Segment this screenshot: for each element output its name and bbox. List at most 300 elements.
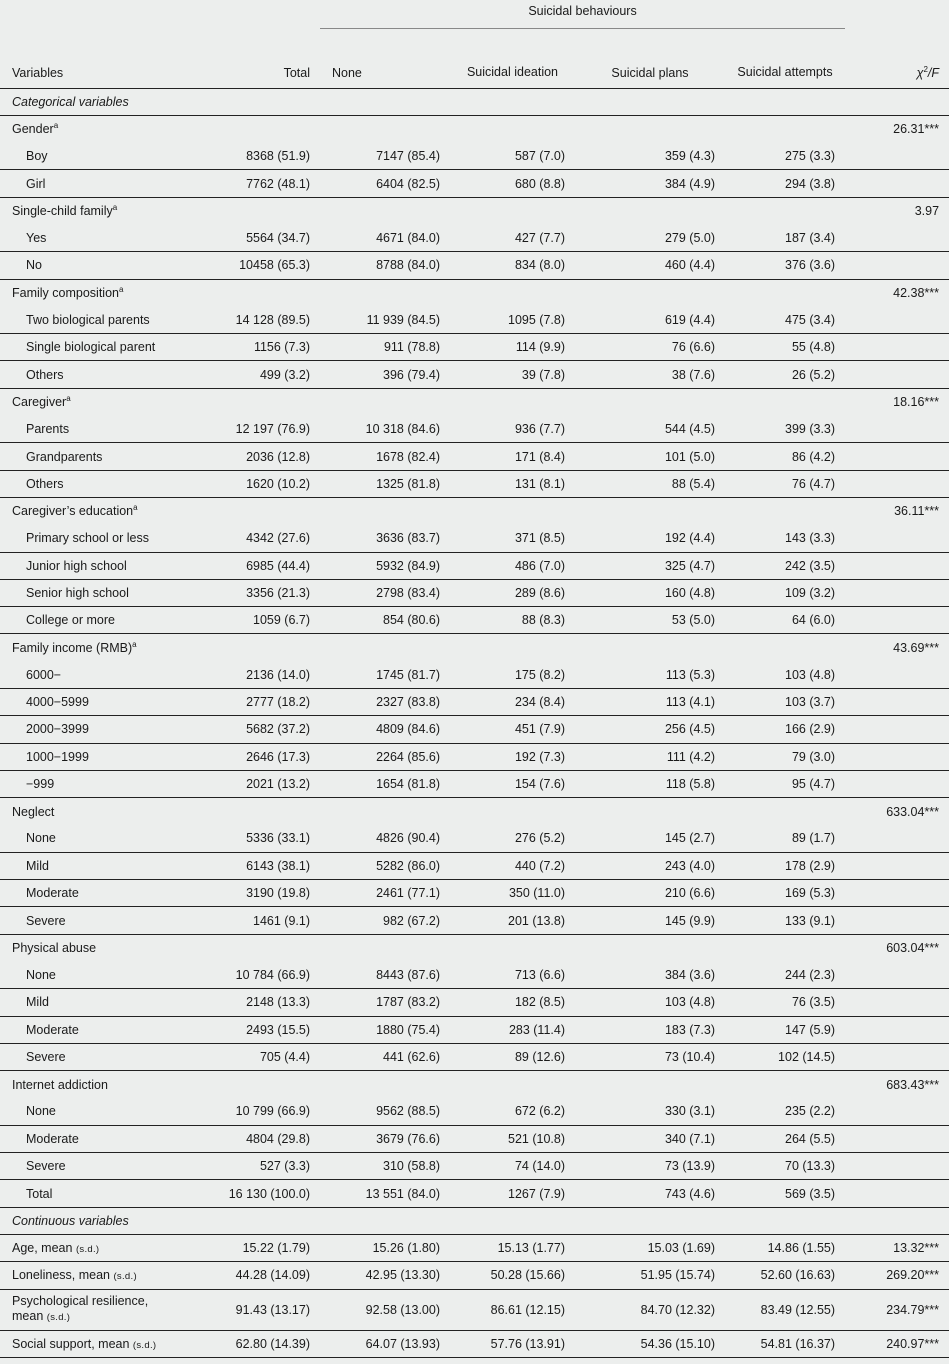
total-cell: 7762 (48.1) xyxy=(190,170,320,197)
attempts-cell: 26 (5.2) xyxy=(725,361,845,388)
attempts-cell: 102 (14.5) xyxy=(725,1043,845,1070)
total-cell: 91.43 (13.17) xyxy=(190,1289,320,1330)
plans-cell: 340 (7.1) xyxy=(575,1125,725,1152)
attempts-cell: 235 (2.2) xyxy=(785,1104,836,1119)
total-cell: 2036 (12.8) xyxy=(190,443,320,470)
ideation-cell: 486 (7.0) xyxy=(450,552,575,579)
row-label: Others xyxy=(0,361,190,388)
table-row xyxy=(0,825,949,852)
ideation-cell: 440 (7.2) xyxy=(450,852,575,879)
table-row xyxy=(0,743,949,770)
row-label: 4000−5999 xyxy=(0,689,190,716)
none-cell: 854 (80.6) xyxy=(320,607,450,634)
total-cell: 62.80 (14.39) xyxy=(190,1330,320,1357)
total-cell: 2021 (13.2) xyxy=(190,770,320,797)
ideation-cell: 713 (6.6) xyxy=(514,967,565,982)
statistic-cell xyxy=(845,1016,949,1043)
none-cell: 8788 (84.0) xyxy=(320,252,450,279)
row-label: None xyxy=(26,967,56,982)
plans-cell: 88 (5.4) xyxy=(575,470,725,497)
total-cell: 4342 (27.6) xyxy=(246,531,310,546)
row-label: Senior high school xyxy=(0,579,190,606)
statistic-cell: 234.79*** xyxy=(845,1289,949,1330)
ideation-cell: 39 (7.8) xyxy=(450,361,575,388)
table-row xyxy=(0,361,949,388)
table-row xyxy=(0,852,949,879)
row-label: Primary school or less xyxy=(26,531,149,546)
attempts-cell: 83.49 (12.55) xyxy=(725,1289,845,1330)
statistic-cell xyxy=(845,962,949,989)
total-cell: 10 799 (66.9) xyxy=(235,1104,310,1119)
row-label: Severe xyxy=(0,1043,190,1070)
none-cell: 64.07 (13.93) xyxy=(320,1330,450,1357)
group-label: Single-child family$^a$ xyxy=(0,197,845,224)
ideation-cell: 131 (8.1) xyxy=(450,470,575,497)
attempts-cell: 70 (13.3) xyxy=(725,1153,845,1180)
total-cell: 15.22 (1.79) xyxy=(190,1234,320,1261)
statistic-cell xyxy=(845,689,949,716)
plans-cell: 113 (4.1) xyxy=(575,689,725,716)
attempts-cell: 244 (2.3) xyxy=(785,967,836,982)
none-cell: 42.95 (13.30) xyxy=(320,1262,450,1289)
none-cell: 911 (78.8) xyxy=(320,334,450,361)
table-row xyxy=(0,1016,949,1043)
statistic-cell xyxy=(845,989,949,1016)
group-label: Internet addiction xyxy=(0,1071,845,1098)
none-cell: 3679 (76.6) xyxy=(320,1125,450,1152)
row-label: Junior high school xyxy=(0,552,190,579)
section-label: Categorical variables xyxy=(0,88,949,115)
ideation-cell: 276 (5.2) xyxy=(514,831,565,846)
plans-cell: 113 (5.3) xyxy=(665,667,715,682)
none-cell: 6404 (82.5) xyxy=(320,170,450,197)
total-cell: 3190 (19.8) xyxy=(190,880,320,907)
ideation-cell: 57.76 (13.91) xyxy=(450,1330,575,1357)
statistic-cell xyxy=(845,607,949,634)
attempts-cell: 103 (4.8) xyxy=(785,667,836,682)
total-cell: 2646 (17.3) xyxy=(190,743,320,770)
row-label: Mild xyxy=(0,989,190,1016)
none-cell: 15.26 (1.80) xyxy=(320,1234,450,1261)
group-label: Caregiver’s education$^a$ xyxy=(0,497,845,524)
none-cell: 1325 (81.8) xyxy=(320,470,450,497)
ideation-cell: 289 (8.6) xyxy=(450,579,575,606)
row-label: Yes xyxy=(26,230,47,245)
ideation-cell: 672 (6.2) xyxy=(514,1104,565,1119)
table-row xyxy=(0,1125,949,1152)
row-label: College or more xyxy=(0,607,190,634)
ideation-cell: 451 (7.9) xyxy=(450,716,575,743)
statistic-cell xyxy=(845,170,949,197)
plans-cell: 54.36 (15.10) xyxy=(575,1330,725,1357)
row-label: Moderate xyxy=(0,1016,190,1043)
group-label: Caregiver$^a$ xyxy=(0,388,845,415)
table-row xyxy=(0,607,949,634)
ideation-cell: 234 (8.4) xyxy=(450,689,575,716)
attempts-cell: 376 (3.6) xyxy=(725,252,845,279)
statistic-cell: 43.69*** xyxy=(845,634,949,661)
ideation-cell: 88 (8.3) xyxy=(450,607,575,634)
header-ideation: Suicidal ideation xyxy=(450,32,575,88)
attempts-cell: 147 (5.9) xyxy=(725,1016,845,1043)
attempts-cell: 166 (2.9) xyxy=(725,716,845,743)
attempts-cell: 169 (5.3) xyxy=(725,880,845,907)
row-label: Psychological resilience, mean (s.d.) xyxy=(0,1289,190,1330)
total-cell: 12 197 (76.9) xyxy=(235,421,310,436)
header-total: Total xyxy=(190,32,320,88)
row-label: −999 xyxy=(0,770,190,797)
ideation-cell: 86.61 (12.15) xyxy=(450,1289,575,1330)
statistic-cell xyxy=(845,661,949,688)
statistic-cell xyxy=(845,907,949,934)
none-cell: 4809 (84.6) xyxy=(320,716,450,743)
plans-cell: 38 (7.6) xyxy=(575,361,725,388)
statistic-cell xyxy=(845,825,949,852)
statistic-cell: 269.20*** xyxy=(845,1262,949,1289)
none-cell: 5932 (84.9) xyxy=(320,552,450,579)
statistic-cell xyxy=(845,1180,949,1207)
none-cell: 1880 (75.4) xyxy=(320,1016,450,1043)
statistic-cell: 13.32*** xyxy=(845,1234,949,1261)
attempts-cell: 55 (4.8) xyxy=(725,334,845,361)
table-row xyxy=(0,1043,949,1070)
group-label: Gender$^a$ xyxy=(0,115,845,142)
total-cell: 1620 (10.2) xyxy=(190,470,320,497)
statistic-cell xyxy=(845,525,949,552)
attempts-cell: 54.81 (16.37) xyxy=(725,1330,845,1357)
statistic-cell xyxy=(845,552,949,579)
table-row xyxy=(0,306,949,333)
statistic-cell xyxy=(845,880,949,907)
table-row xyxy=(0,989,949,1016)
ideation-cell: 283 (11.4) xyxy=(450,1016,575,1043)
plans-cell: 743 (4.6) xyxy=(575,1180,725,1207)
attempts-cell: 133 (9.1) xyxy=(725,907,845,934)
row-label: Single biological parent xyxy=(0,334,190,361)
table-row xyxy=(0,1098,949,1125)
attempts-cell: 89 (1.7) xyxy=(791,831,836,846)
plans-cell: 384 (3.6) xyxy=(664,967,715,982)
table-row xyxy=(0,252,949,279)
column-group-header xyxy=(320,0,845,32)
attempts-cell: 569 (3.5) xyxy=(725,1180,845,1207)
table-row xyxy=(0,689,949,716)
attempts-cell: 76 (4.7) xyxy=(725,470,845,497)
row-label: Loneliness, mean (s.d.) xyxy=(0,1262,190,1289)
none-cell: 3636 (83.7) xyxy=(376,531,440,546)
plans-cell: 73 (13.9) xyxy=(575,1153,725,1180)
none-cell: 8443 (87.6) xyxy=(376,967,440,982)
total-cell: 1059 (6.7) xyxy=(190,607,320,634)
total-cell: 5564 (34.7) xyxy=(246,230,310,245)
table-row xyxy=(0,279,949,306)
plans-cell: 84.70 (12.32) xyxy=(575,1289,725,1330)
header-statistic: $\chi^2/F$ xyxy=(845,32,949,88)
table-row xyxy=(0,716,949,743)
row-label: Others xyxy=(0,470,190,497)
plans-cell: 53 (5.0) xyxy=(575,607,725,634)
ideation-cell: 1267 (7.9) xyxy=(450,1180,575,1207)
table-row xyxy=(0,388,949,415)
none-cell: 10 318 (84.6) xyxy=(365,421,440,436)
statistic-cell xyxy=(845,143,949,170)
ideation-cell: 74 (14.0) xyxy=(450,1153,575,1180)
ideation-cell: 371 (8.5) xyxy=(514,531,565,546)
row-label: Age, mean (s.d.) xyxy=(0,1234,190,1261)
row-label: Boy xyxy=(26,148,48,163)
row-label: Girl xyxy=(0,170,190,197)
none-cell: 1787 (83.2) xyxy=(320,989,450,1016)
total-cell: 2777 (18.2) xyxy=(190,689,320,716)
ideation-cell: 175 (8.2) xyxy=(514,667,565,682)
attempts-cell: 95 (4.7) xyxy=(725,770,845,797)
statistic-cell xyxy=(845,770,949,797)
none-cell: 92.58 (13.00) xyxy=(320,1289,450,1330)
group-label: Family income (RMB)$^a$ xyxy=(0,634,845,661)
attempts-cell: 275 (3.3) xyxy=(785,148,836,163)
table-row xyxy=(0,525,949,552)
row-label: No xyxy=(0,252,190,279)
plans-cell: 145 (2.7) xyxy=(664,831,715,846)
ideation-cell: 350 (11.0) xyxy=(450,880,575,907)
table-row xyxy=(0,880,949,907)
statistic-cell: 240.97*** xyxy=(845,1330,949,1357)
statistic-cell xyxy=(845,224,949,251)
table-row xyxy=(0,115,949,142)
statistic-cell xyxy=(845,334,949,361)
plans-cell: 145 (9.9) xyxy=(575,907,725,934)
ideation-cell: 1095 (7.8) xyxy=(508,312,565,327)
total-cell: 16 130 (100.0) xyxy=(190,1180,320,1207)
header-plans: Suicidal plans xyxy=(575,32,725,88)
statistic-cell: 18.16*** xyxy=(845,388,949,415)
statistic-cell xyxy=(845,852,949,879)
attempts-cell: 76 (3.5) xyxy=(725,989,845,1016)
statistic-cell: 26.31*** xyxy=(845,115,949,142)
plans-cell: 103 (4.8) xyxy=(575,989,725,1016)
statistic-cell: 683.43*** xyxy=(845,1071,949,1098)
total-cell: 4804 (29.8) xyxy=(190,1125,320,1152)
total-cell: 10458 (65.3) xyxy=(190,252,320,279)
statistic-cell xyxy=(845,716,949,743)
group-label: Neglect xyxy=(0,798,845,825)
table-row xyxy=(0,1289,949,1330)
row-label: Moderate xyxy=(0,880,190,907)
none-cell: 2264 (85.6) xyxy=(320,743,450,770)
none-cell: 4671 (84.0) xyxy=(376,230,440,245)
attempts-cell: 79 (3.0) xyxy=(725,743,845,770)
row-label: Social support, mean (s.d.) xyxy=(0,1330,190,1357)
ideation-cell: 936 (7.7) xyxy=(514,421,565,436)
statistic-cell: 633.04*** xyxy=(845,798,949,825)
attempts-cell: 103 (3.7) xyxy=(725,689,845,716)
plans-cell: 160 (4.8) xyxy=(575,579,725,606)
none-cell: 2798 (83.4) xyxy=(320,579,450,606)
table-row xyxy=(0,224,949,251)
attempts-cell: 14.86 (1.55) xyxy=(725,1234,845,1261)
attempts-cell: 64 (6.0) xyxy=(725,607,845,634)
total-cell: 2493 (15.5) xyxy=(190,1016,320,1043)
ideation-cell: 192 (7.3) xyxy=(450,743,575,770)
ideation-cell: 154 (7.6) xyxy=(450,770,575,797)
table-row xyxy=(0,798,949,825)
table-row xyxy=(0,443,949,470)
plans-cell: 15.03 (1.69) xyxy=(575,1234,725,1261)
plans-cell: 384 (4.9) xyxy=(575,170,725,197)
plans-cell: 183 (7.3) xyxy=(575,1016,725,1043)
row-label: Parents xyxy=(26,421,70,436)
table-row xyxy=(0,1262,949,1289)
statistic-cell: 42.38*** xyxy=(845,279,949,306)
none-cell: 310 (58.8) xyxy=(320,1153,450,1180)
statistic-cell xyxy=(845,743,949,770)
row-label: Total xyxy=(0,1180,190,1207)
ideation-cell: 521 (10.8) xyxy=(450,1125,575,1152)
plans-cell: 210 (6.6) xyxy=(575,880,725,907)
none-cell: 396 (79.4) xyxy=(320,361,450,388)
row-label: Two biological parents xyxy=(26,312,150,327)
none-cell: 11 939 (84.5) xyxy=(366,312,440,327)
table-row xyxy=(0,197,949,224)
table-row xyxy=(0,1180,949,1207)
plans-cell: 51.95 (15.74) xyxy=(575,1262,725,1289)
plans-cell: 118 (5.8) xyxy=(575,770,725,797)
table-row xyxy=(0,552,949,579)
ideation-cell: 15.13 (1.77) xyxy=(450,1234,575,1261)
attempts-cell: 109 (3.2) xyxy=(725,579,845,606)
plans-cell: 101 (5.0) xyxy=(575,443,725,470)
plans-cell: 460 (4.4) xyxy=(575,252,725,279)
attempts-cell: 178 (2.9) xyxy=(725,852,845,879)
table-row xyxy=(0,470,949,497)
none-cell: 9562 (88.5) xyxy=(376,1104,440,1119)
attempts-cell: 294 (3.8) xyxy=(725,170,845,197)
plans-cell: 279 (5.0) xyxy=(664,230,715,245)
plans-cell: 243 (4.0) xyxy=(575,852,725,879)
attempts-cell: 187 (3.4) xyxy=(785,230,836,245)
attempts-cell: 475 (3.4) xyxy=(785,312,836,327)
total-cell: 10 784 (66.9) xyxy=(235,967,310,982)
table-row xyxy=(0,1234,949,1261)
total-cell: 2148 (13.3) xyxy=(190,989,320,1016)
statistic-cell xyxy=(845,361,949,388)
statistic-cell xyxy=(845,252,949,279)
total-cell: 6985 (44.4) xyxy=(190,552,320,579)
table-row xyxy=(0,770,949,797)
table-row xyxy=(0,1153,949,1180)
ideation-cell: 171 (8.4) xyxy=(450,443,575,470)
plans-cell: 192 (4.4) xyxy=(664,531,715,546)
table-row xyxy=(0,934,949,961)
statistic-cell: 3.97 xyxy=(845,197,949,224)
none-cell: 2461 (77.1) xyxy=(320,880,450,907)
group-label: Suicidal behaviours xyxy=(528,3,637,18)
none-cell: 7147 (85.4) xyxy=(376,148,440,163)
statistic-cell xyxy=(845,1125,949,1152)
total-cell: 3356 (21.3) xyxy=(190,579,320,606)
statistic-cell xyxy=(845,1098,949,1125)
statistic-cell xyxy=(845,579,949,606)
none-cell: 13 551 (84.0) xyxy=(320,1180,450,1207)
row-label: None xyxy=(26,1104,56,1119)
row-label: Mild xyxy=(0,852,190,879)
total-cell: 8368 (51.9) xyxy=(246,148,310,163)
attempts-cell: 143 (3.3) xyxy=(785,531,836,546)
total-cell: 6143 (38.1) xyxy=(190,852,320,879)
table-row xyxy=(0,962,949,989)
total-cell: 1461 (9.1) xyxy=(190,907,320,934)
table-row xyxy=(0,661,949,688)
ideation-cell: 427 (7.7) xyxy=(514,230,565,245)
statistic-cell xyxy=(845,306,949,333)
statistic-cell: 603.04*** xyxy=(845,934,949,961)
none-cell: 1745 (81.7) xyxy=(376,667,440,682)
attempts-cell: 399 (3.3) xyxy=(785,421,836,436)
table-row xyxy=(0,579,949,606)
table-row xyxy=(0,416,949,443)
none-cell: 2327 (83.8) xyxy=(320,689,450,716)
plans-cell: 73 (10.4) xyxy=(575,1043,725,1070)
none-cell: 441 (62.6) xyxy=(320,1043,450,1070)
attempts-cell: 242 (3.5) xyxy=(725,552,845,579)
statistic-cell xyxy=(845,470,949,497)
plans-cell: 111 (4.2) xyxy=(575,743,725,770)
table-row xyxy=(0,1071,949,1098)
header-none: None xyxy=(320,32,450,88)
plans-cell: 544 (4.5) xyxy=(664,421,715,436)
row-label: 6000− xyxy=(26,667,62,682)
none-cell: 1678 (82.4) xyxy=(320,443,450,470)
row-label: 1000−1999 xyxy=(0,743,190,770)
table-row xyxy=(0,497,949,524)
row-label: 2000−3999 xyxy=(0,716,190,743)
table-row xyxy=(0,1207,949,1234)
none-cell: 982 (67.2) xyxy=(320,907,450,934)
statistic-cell xyxy=(845,1043,949,1070)
row-label: Severe xyxy=(0,907,190,934)
none-cell: 5282 (86.0) xyxy=(320,852,450,879)
total-cell: 1156 (7.3) xyxy=(190,334,320,361)
ideation-cell: 114 (9.9) xyxy=(450,334,575,361)
statistic-cell xyxy=(845,1153,949,1180)
header-attempts: Suicidal attempts xyxy=(725,32,845,88)
group-label: Physical abuse xyxy=(0,934,845,961)
total-cell: 5682 (37.2) xyxy=(190,716,320,743)
total-cell: 527 (3.3) xyxy=(190,1153,320,1180)
table-row xyxy=(0,143,949,170)
plans-cell: 359 (4.3) xyxy=(664,148,715,163)
plans-cell: 256 (4.5) xyxy=(575,716,725,743)
attempts-cell: 86 (4.2) xyxy=(725,443,845,470)
statistic-cell xyxy=(845,443,949,470)
plans-cell: 325 (4.7) xyxy=(575,552,725,579)
ideation-cell: 201 (13.8) xyxy=(450,907,575,934)
table-row xyxy=(0,1330,949,1357)
statistic-cell: 36.11*** xyxy=(845,497,949,524)
total-cell: 5336 (33.1) xyxy=(246,831,310,846)
row-label: Grandparents xyxy=(0,443,190,470)
table-row xyxy=(0,334,949,361)
total-cell: 705 (4.4) xyxy=(190,1043,320,1070)
plans-cell: 76 (6.6) xyxy=(575,334,725,361)
attempts-cell: 52.60 (16.63) xyxy=(725,1262,845,1289)
table-row xyxy=(0,634,949,661)
total-cell: 44.28 (14.09) xyxy=(190,1262,320,1289)
none-cell: 4826 (90.4) xyxy=(376,831,440,846)
ideation-cell: 587 (7.0) xyxy=(514,148,565,163)
none-cell: 1654 (81.8) xyxy=(320,770,450,797)
ideation-cell: 834 (8.0) xyxy=(450,252,575,279)
